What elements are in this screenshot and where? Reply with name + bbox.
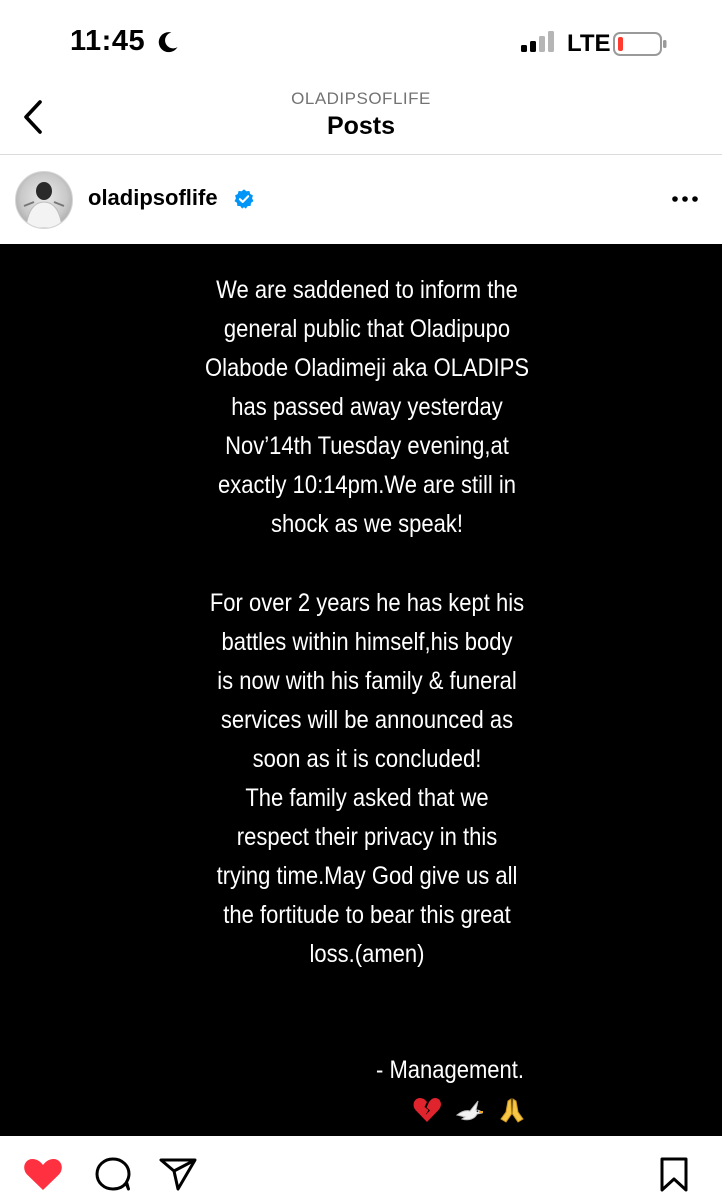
- ellipsis-icon[interactable]: [665, 187, 705, 211]
- broken-heart-icon: [412, 1095, 442, 1125]
- share-icon[interactable]: [157, 1156, 199, 1192]
- username[interactable]: oladipsoflife: [88, 185, 218, 210]
- signal-icon: [519, 30, 559, 54]
- avatar-photo-icon: [16, 172, 72, 228]
- post-signature: - Management.: [376, 1056, 524, 1084]
- page-title: Posts: [326, 112, 396, 140]
- action-bar: [0, 1136, 722, 1200]
- status-bar: [0, 0, 722, 88]
- bookmark-icon[interactable]: [654, 1156, 696, 1192]
- post-text-paragraph-2: For over 2 years he has kept his battles within himself,his body is now with his family & funeral services will be announced as soon as it is concluded! The family asked that we respect their privacy in this trying time.May God give us all the fortitude to bear this great loss.(amen): [209, 589, 525, 968]
- moon-icon: [156, 30, 180, 54]
- heart-icon[interactable]: [22, 1156, 64, 1192]
- avatar[interactable]: [15, 171, 73, 229]
- status-time: 11:45: [70, 25, 146, 57]
- nav-header: [0, 88, 722, 155]
- account-label: OLADIPSOFLIFE: [291, 89, 431, 108]
- praying-hands-icon: [497, 1095, 527, 1125]
- battery-icon: [612, 30, 670, 58]
- emoji-row: [412, 1095, 535, 1129]
- dove-icon: [454, 1095, 484, 1125]
- post-text-paragraph-1: We are saddened to inform the general public that Oladipupo Olabode Oladimeji aka OLADIPS has passed away yesterday Nov’14th Tuesday evening,at exactly 10:14pm.We are still in shock as we speak!: [204, 276, 530, 538]
- verified-badge-icon: [233, 188, 255, 210]
- network-label: LTE: [567, 30, 611, 57]
- comment-icon[interactable]: [92, 1156, 134, 1192]
- post-image[interactable]: [0, 244, 722, 1136]
- post-header: [0, 155, 722, 244]
